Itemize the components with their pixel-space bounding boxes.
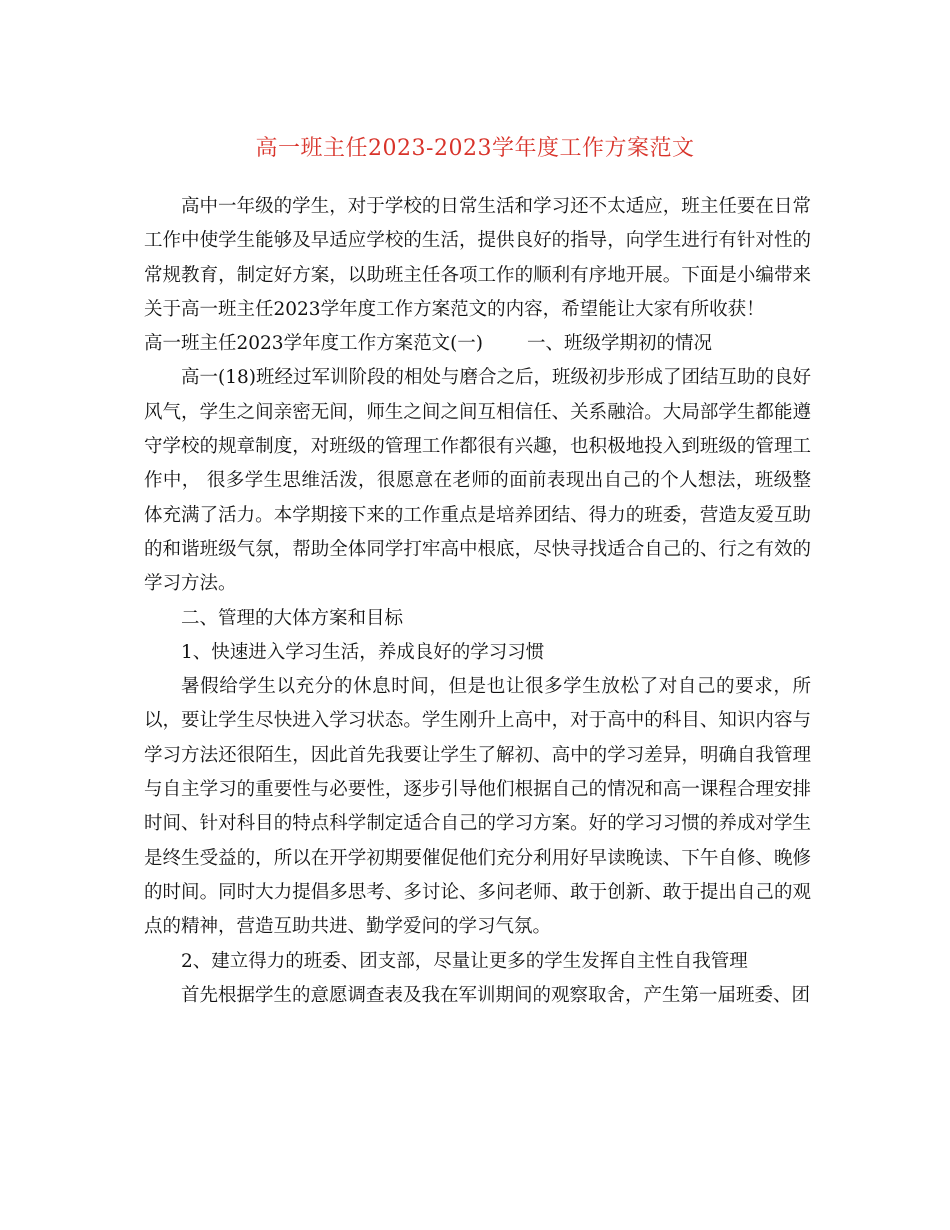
section2-heading: 二、管理的大体方案和目标 [181,607,404,629]
paragraph-study-habits: 暑假给学生以充分的休息时间，但是也让很多学生放松了对自己的要求，所以，要让学生尽快进入学习状态。学生刚升上高中，对于高中的科目、知识内容与学习方法还很陌生，因此首先我要让学生了解初、高中的学习差异，明确自我管理与自主学习的重要性与必要性，逐步引导他们根据自己的情况和高一课程合理安排时间、针对科目的特点科学制定适合自己的学习方案。好的学习习惯的养成对学生是终生受益的，所以在开学初期要催促他们充分利用好早读晚读、下午自修、晚修的时间。同时大力提倡多思考、多讨论、多问老师、敢于创新、敢于提出自己的观点的精神，营造互助共进、勤学爱问的学习气氛。 [144,676,811,938]
intro-paragraph: 高中一年级的学生，对于学校的日常生活和学习还不太适应，班主任要在日常工作中使学生能够及早适应学校的生活，提供良好的指导，向学生进行有针对性的常规教育，制定好方案，以助班主任各项工作的顺利有序地开展。下面是小编带来关于高一班主任2023学年度工作方案范文的内容，希望能让大家有所收获！ [144,196,811,320]
paragraph-class-committee: 首先根据学生的意愿调查表及我在军训期间的观察取舍，产生第一届班委、团 [181,984,811,1006]
section-title: 高一班主任2023学年度工作方案范文(一) [144,333,484,355]
item1-heading: 1、快速进入学习生活，养成良好的学习习惯 [181,641,545,663]
document-title: 高一班主任2023-2023学年度工作方案范文 [255,136,695,161]
paragraph-class-situation: 高一(18)班经过军训阶段的相处与磨合之后，班级初步形成了团结互助的良好风气，学生之间亲密无间，师生之间之间互相信任、关系融洽。大局部学生都能遵守学校的规章制度，对班级的管理工作都很有兴趣，也积极地投入到班级的管理工作中， 很多学生思维活泼，很愿意在老师的面前表现出自己的个人想法，班级整体充满了活力。本学期接下来的工作重点是培养团结、得力的班委，营造友爱互助的和谐班级气氛，帮助全体同学打牢高中根底，尽快寻找适合自己的、行之有效的学习方法。 [144,367,811,595]
section-title-line [144,327,811,361]
section1-heading: 一、班级学期初的情况 [527,333,713,355]
document-body [144,190,811,1013]
item2-heading: 2、建立得力的班委、团支部，尽量让更多的学生发挥自主性自我管理 [181,950,748,972]
